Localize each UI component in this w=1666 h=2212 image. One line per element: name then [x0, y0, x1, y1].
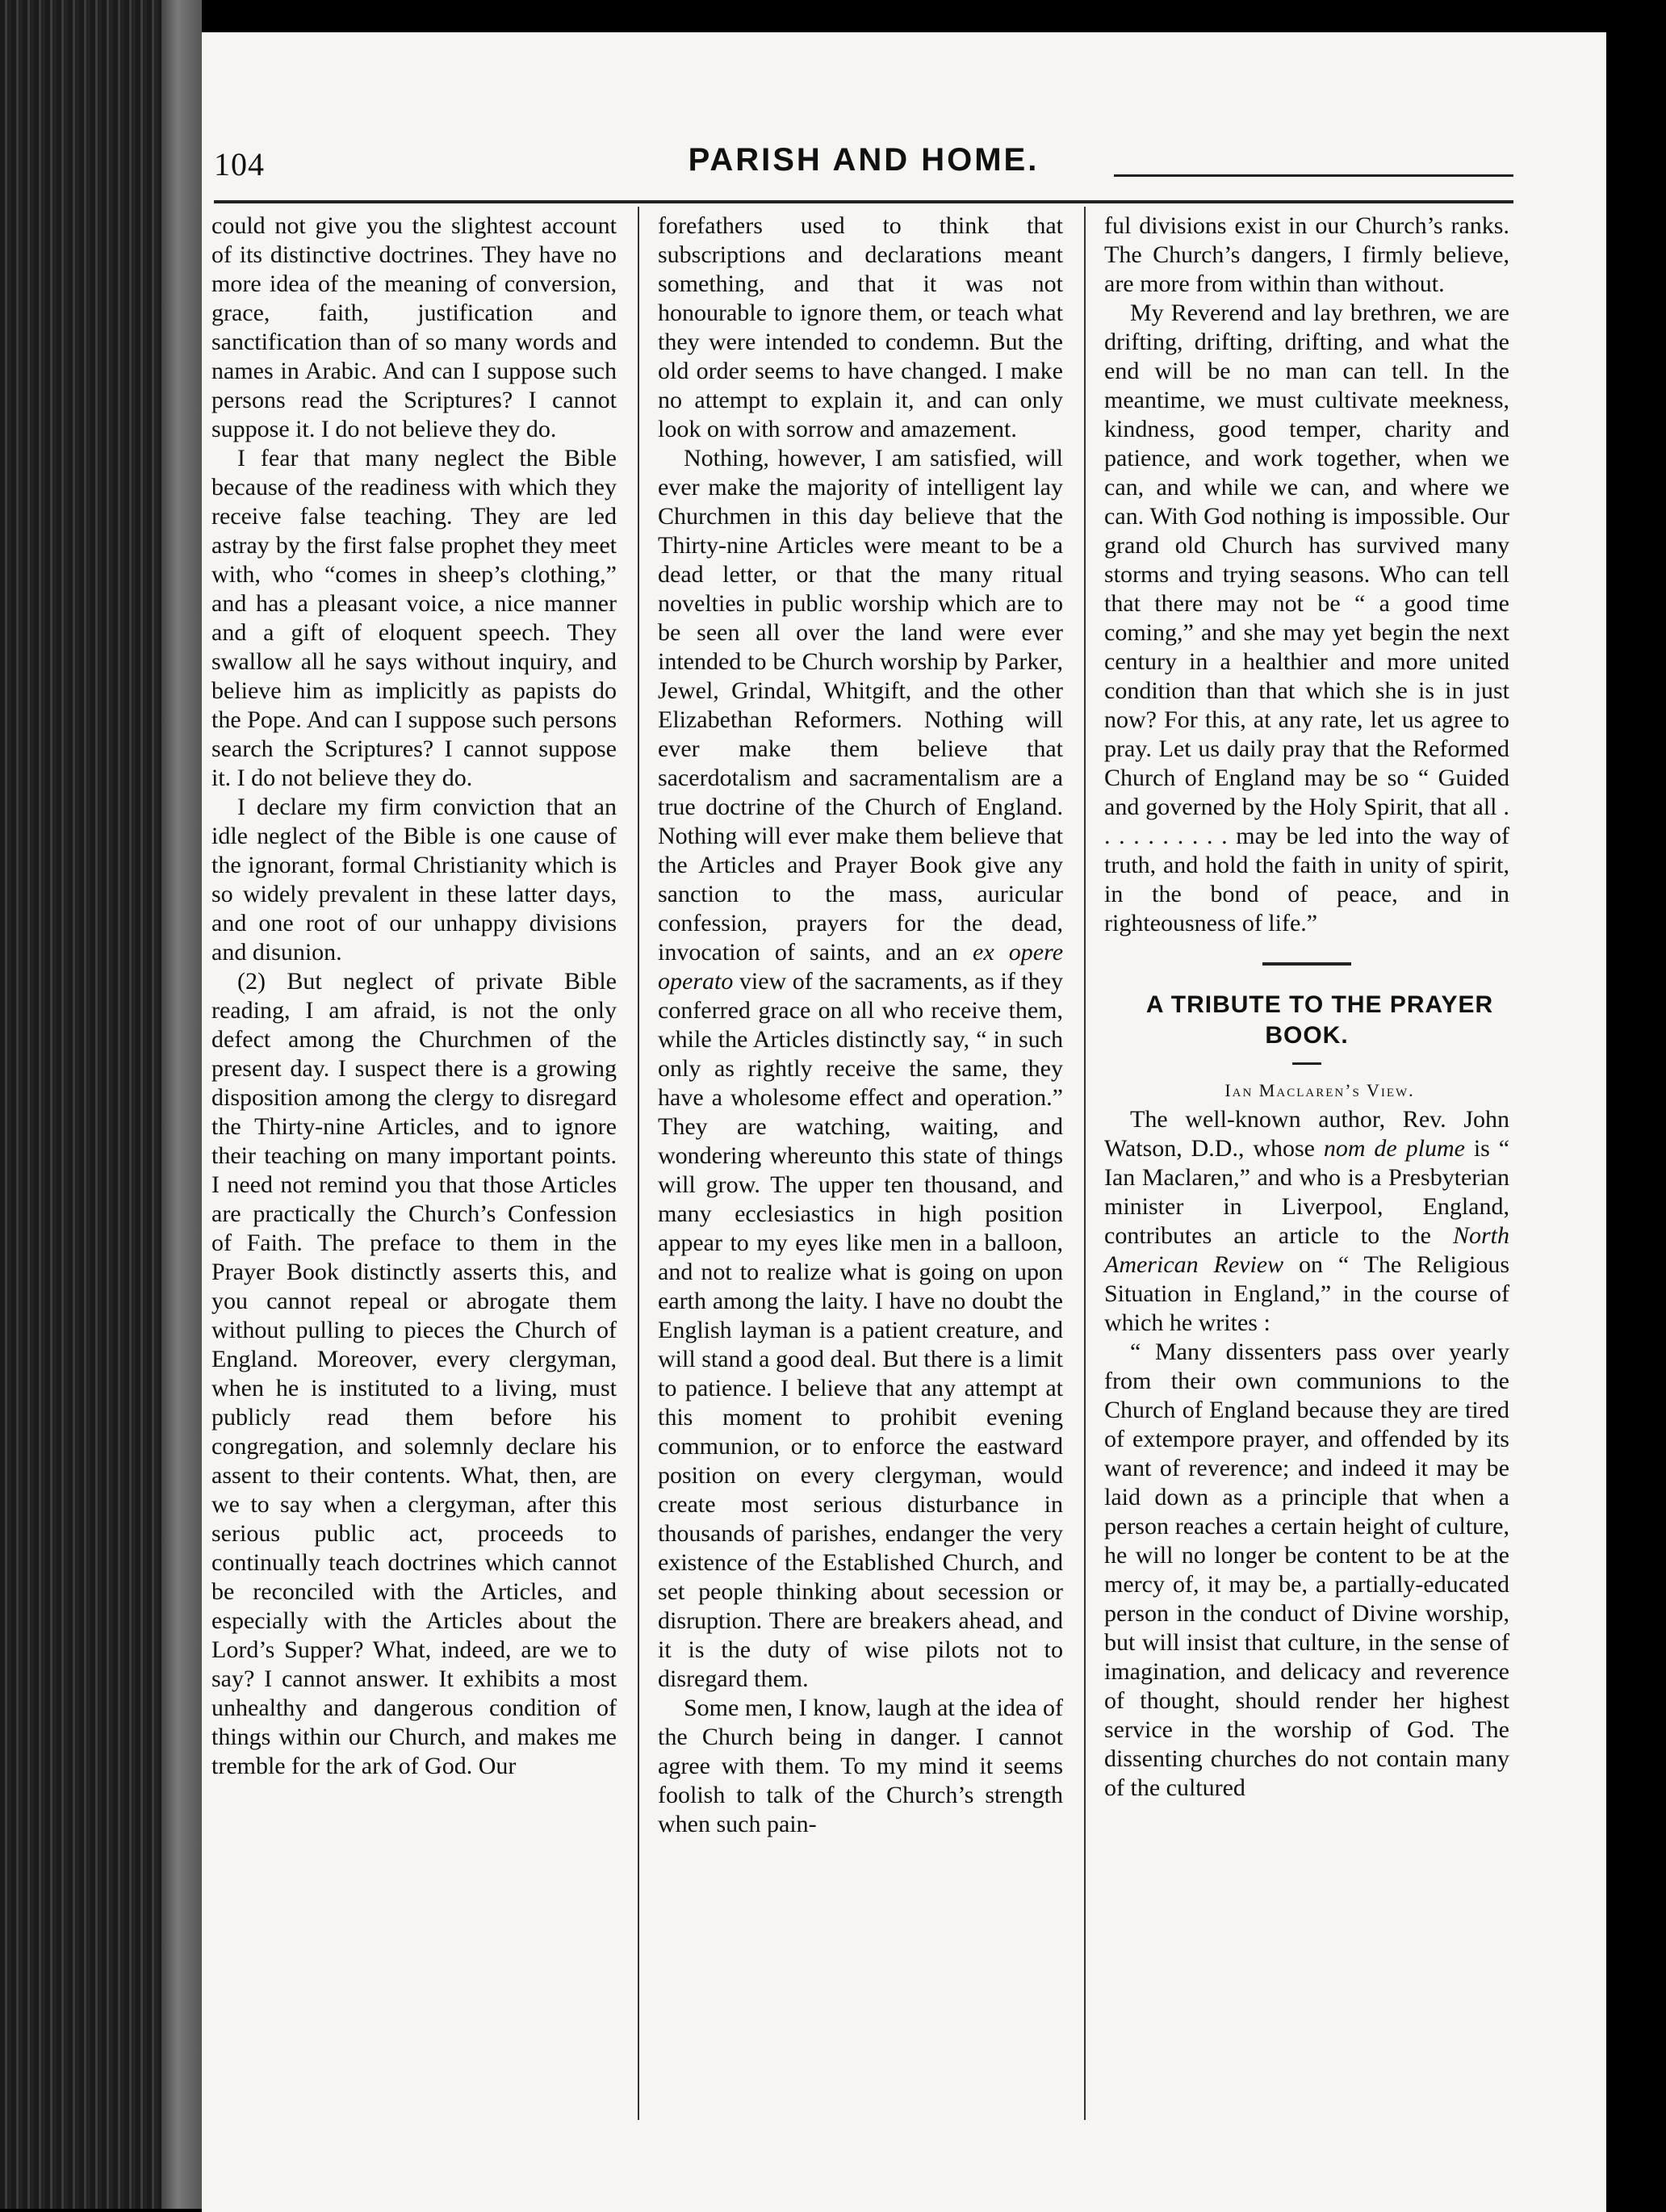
column-3	[1104, 212, 1509, 1803]
page-header	[214, 142, 1513, 191]
paragraph: I fear that many neglect the Bible because of the readiness with which they receive false teaching. They are led astray by the first false prophet they meet with, who “comes in sheep’s clothing,” and has a pleasant voice, a nice manner and a gift of eloquent speech. They swallow all he says without inquiry, and believe him as implicitly as papists do the Pope. And can I suppose such persons search the Scriptures? I cannot suppose it. I do not believe they do.	[211, 445, 617, 791]
section-divider	[1262, 962, 1351, 966]
header-rule-short	[1114, 174, 1513, 177]
text-run: The well-known author, Rev. John Watson, D.D., whose	[1104, 1106, 1509, 1162]
column-2	[658, 212, 1063, 1839]
paragraph	[658, 444, 1063, 1694]
paragraph: My Reverend and lay brethren, we are drifting, drifting, drifting, and what the end will be no man can tell. In the meantime, we must cultivate meekness, kindness, good temper, charity and patience, and work together, when we can, and while we can, and where we can. With God nothing is impossible. Our grand old Church has survived many storms and trying seasons. Who can tell that there may not be “ a good time coming,” and she may yet begin the next century in a healthier and more united condition than that which she is in just now? For this, at any rate, let us agree to pray. Let us daily pray that the Reformed Church of England may be so “ Guided and governed by the Holy Spirit, that all . . . . . . . . . . may be led into the way of truth, and hold the faith in unity of spirit, in the bond of peace, and in righteousness of life.”	[1104, 300, 1509, 936]
text-run: Nothing, however, I am satisfied, will ever make the majority of intelligent lay Churchmen in this day believe that the Thirty-nine Articles were meant to be a dead letter, or that the many ritual novelties in public worship which are to be seen all over the land were ever intended to be Church worship by Parker, Jewel, Grindal, Whitgift, and the other Elizabethan Reformers. Nothing will ever make them believe that sacerdotalism and sacramentalism are a true doctrine of the Church of England. Nothing will ever make them believe that the Articles and Prayer Book give any sanction to the mass, auricular confession, prayers for the dead, invocation of saints, and an	[658, 445, 1063, 966]
page-number: 104	[214, 146, 265, 182]
column-rule-1	[638, 207, 639, 2120]
book-binding-edge	[0, 0, 161, 2209]
running-title: PARISH AND HOME.	[688, 142, 1040, 178]
text-run: is “ Ian Maclaren,” and who is a Presbyterian minister in Liverpool, England, contributes an article to the	[1104, 1135, 1510, 1249]
paragraph: ful divisions exist in our Church’s ranks. The Church’s dangers, I firmly believe, are more from within than without.	[1104, 212, 1509, 297]
italic-phrase: North American Review	[1104, 1222, 1510, 1278]
text-run: on “ The Religious Situation in England,” in the course of which he writes :	[1104, 1251, 1510, 1336]
text-run: view of the sacraments, as if they conferred grace on all who receive them, while the Articles distinctly say, “ in such only as rightly receive the same, they have a wholesome effect and operation.” They are watching, waiting, and wondering whereunto this state of things will grow. The upper ten thousand, and many ecclesiastics in high position appear to my eyes like men in a balloon, and not to realize what is going on upon earth among the laity. I have no doubt the English layman is a patient creature, and will stand a good deal. But there is a limit to patience. I believe that any attempt at this moment to prohibit evening communion, or to enforce the eastward position on every clergyman, would create most serious disturbance in thousands of parishes, endanger the very existence of the Established Church, and set people thinking about secession or disruption. There are breakers ahead, and it is the duty of wise pilots not to disregard them.	[658, 968, 1064, 1692]
paragraph: “ Many dissenters pass over yearly from their own communions to the Church of England because they are tired of extempore prayer, and offended by its want of reverence; and indeed it may be laid down as a principle that when a person reaches a certain height of culture, he will no longer be content to be at the mercy of, it may be, a partially-educated person in the conduct of Divine worship, but will insist that culture, in the sense of imagination, and delicacy and reverence of thought, should render her highest service in the worship of God. The dissenting churches do not contain many of the cultured	[1104, 1339, 1509, 1801]
italic-phrase: ex opere operato	[658, 939, 1064, 995]
column-1	[211, 212, 617, 1781]
paragraph: forefathers used to think that subscriptions and declarations meant something, and that it was not honourable to ignore them, or teach what they were intended to condemn. But the old order seems to have changed. I make no attempt to explain it, and can only look on with sorrow and amazement.	[658, 212, 1063, 442]
article-subheading: Ian Maclaren’s View.	[1224, 1080, 1415, 1100]
paragraph: (2) But neglect of private Bible reading, I am afraid, is not the only defect among the Churchmen of the present day. I suspect there is a growing disposition among the clergy to disregard the Thirty-nine Articles, and to ignore their teaching on many important points. I need not remind you that those Articles are practically the Church’s Confession of Faith. The preface to them in the Prayer Book distinctly asserts this, and you cannot repeal or abrogate them without pulling to pieces the Church of England. Moreover, every clergyman, when he is instituted to a living, must publicly read them before his congregation, and solemnly declare his assent to their contents. What, then, are we to say when a clergyman, after this serious public act, proceeds to continually teach doctrines which cannot be reconciled with the Articles, and especially with the Articles about the Lord’s Supper? What, indeed, are we to say? I cannot answer. It exhibits a most unhealthy and dangerous condition of things within our Church, and makes me tremble for the ark of God. Our	[211, 968, 617, 1779]
paragraph: Some men, I know, laugh at the idea of the Church being in danger. I cannot agree with them. To my mind it seems foolish to talk of the Church’s strength when such pain-	[658, 1695, 1063, 1837]
paragraph: could not give you the slightest account of its distinctive doctrines. They have no more idea of the meaning of conversion, grace, faith, justification and sanctification than of so many words and names in Arabic. And can I suppose such persons read the Scriptures? I cannot suppose it. I do not believe they do.	[211, 212, 617, 442]
header-rule	[214, 200, 1513, 203]
article-heading: A TRIBUTE TO THE PRAYER BOOK.	[1145, 991, 1494, 1049]
heading-divider	[1292, 1062, 1321, 1065]
paragraph: I declare my firm conviction that an idle neglect of the Bible is one cause of the ignorant, formal Christianity which is so widely prevalent in these latter days, and one root of our unhappy divisions and disunion.	[211, 794, 617, 966]
right-page-edge	[1618, 0, 1666, 2209]
paragraph	[1104, 1105, 1509, 1338]
page-gutter-shadow	[161, 0, 202, 2209]
column-rule-2	[1084, 207, 1086, 2120]
italic-phrase: nom de plume	[1323, 1135, 1465, 1162]
